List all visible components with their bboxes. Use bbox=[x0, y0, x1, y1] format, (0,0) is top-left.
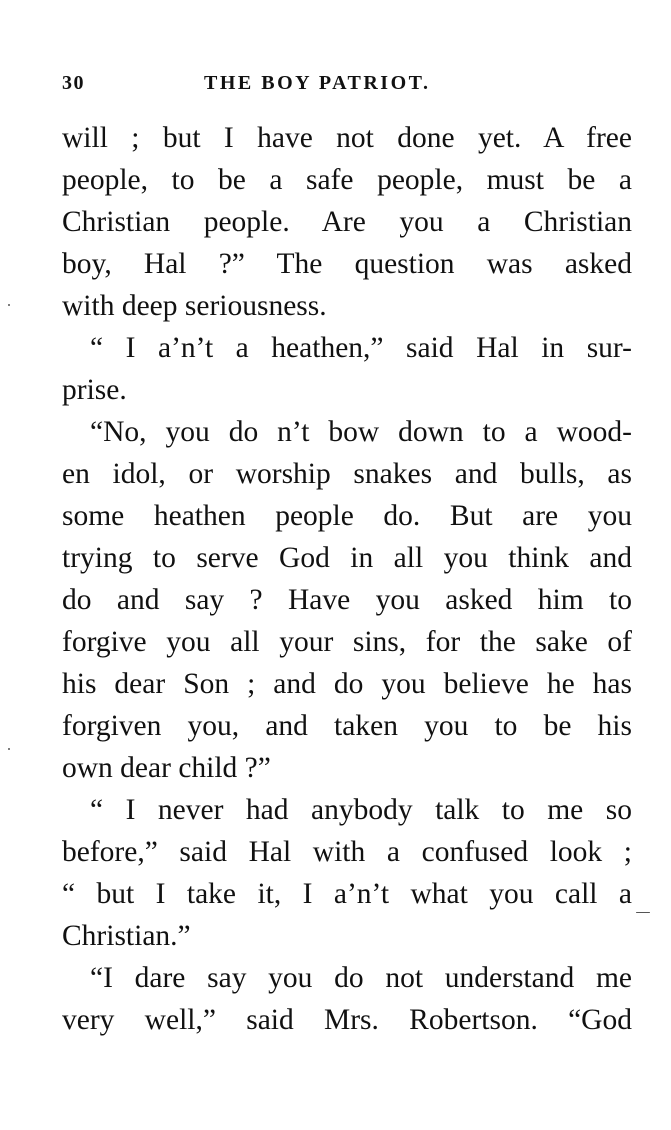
page-number: 30 bbox=[62, 72, 85, 94]
body-text bbox=[62, 117, 632, 1041]
text-line: before,” said Hal with a confused look ; bbox=[62, 836, 632, 868]
text-line: Christian people. Are you a Christian bbox=[62, 206, 632, 238]
text-line: Christian.” bbox=[62, 920, 191, 952]
text-line: his dear Son ; and do you believe he has bbox=[62, 668, 632, 700]
text-line: trying to serve God in all you think and bbox=[62, 542, 632, 574]
paragraph-start-line: “I dare say you do not understand me bbox=[90, 962, 632, 994]
text-line: very well,” said Mrs. Robertson. “God bbox=[62, 1004, 632, 1036]
text-line: forgive you all your sins, for the sake of bbox=[62, 626, 632, 658]
text-line: with deep seriousness. bbox=[62, 290, 327, 322]
text-line: prise. bbox=[62, 374, 127, 406]
scan-speck bbox=[8, 748, 10, 750]
text-line: people, to be a safe people, must be a bbox=[62, 164, 632, 196]
paragraph-start-line: “ I never had anybody talk to me so bbox=[90, 794, 632, 826]
scan-speck bbox=[8, 304, 10, 306]
scan-speck bbox=[636, 912, 650, 913]
text-line: en idol, or worship snakes and bulls, as bbox=[62, 458, 632, 490]
text-line: “ but I take it, I a’n’t what you call a bbox=[62, 878, 632, 910]
paragraph-start-line: “ I a’n’t a heathen,” said Hal in sur- bbox=[90, 332, 632, 364]
running-head bbox=[62, 72, 634, 104]
text-line: will ; but I have not done yet. A free bbox=[62, 122, 632, 154]
text-line: forgiven you, and taken you to be his bbox=[62, 710, 632, 742]
text-line: some heathen people do. But are you bbox=[62, 500, 632, 532]
text-line: boy, Hal ?” The question was asked bbox=[62, 248, 632, 280]
text-line: do and say ? Have you asked him to bbox=[62, 584, 632, 616]
paragraph-start-line: “No, you do n’t bow down to a wood- bbox=[90, 416, 632, 448]
running-title: THE BOY PATRIOT. bbox=[204, 72, 431, 94]
text-line: own dear child ?” bbox=[62, 752, 271, 784]
